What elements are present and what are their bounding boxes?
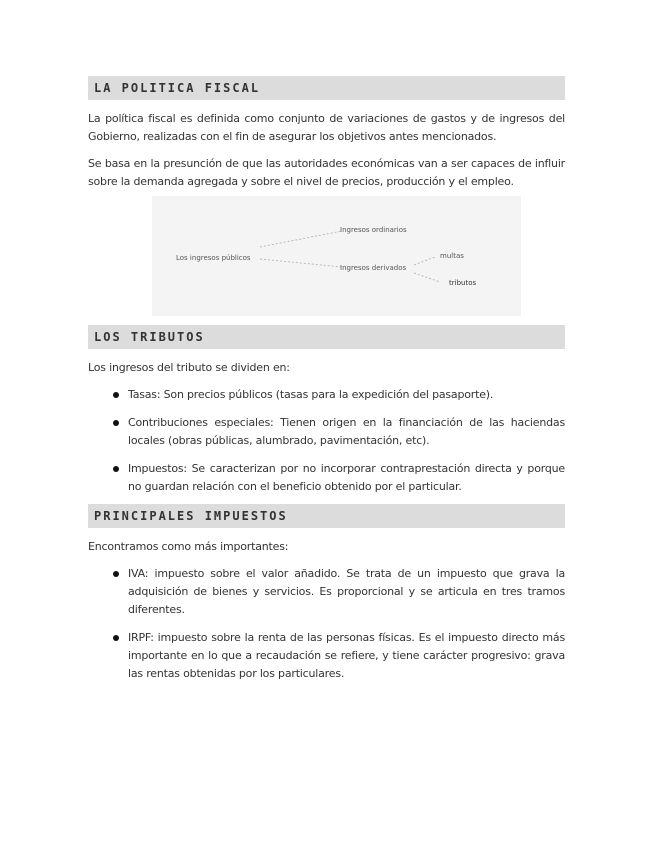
impuestos-list [88, 565, 565, 683]
bullet-icon [113, 571, 119, 577]
bullet-icon [113, 392, 119, 398]
list-item [88, 565, 565, 619]
list-item-text: IVA: impuesto sobre el valor añadido. Se trata de un impuesto que grava la adquisición de bienes y servicios. Es proporcional y se articula en tres tramos diferentes. [128, 567, 565, 616]
bullet-icon [113, 466, 119, 472]
list-item-text: IRPF: impuesto sobre la renta de las personas físicas. Es el impuesto directo más importante en lo que a recaudación se refiere, y tiene carácter progresivo: grava las rentas obtenidas por los particulares. [128, 631, 565, 680]
diagram-ordinarios-label: Ingresos ordinarios [340, 226, 407, 234]
list-item [88, 386, 565, 404]
list-item-text: Impuestos: Se caracterizan por no incorporar contraprestación directa y porque no guardan relación con el beneficio obtenido por el particular. [128, 462, 565, 493]
connector-ordinarios [260, 231, 342, 247]
diagram-derivados-label: Ingresos derivados [340, 264, 407, 272]
tributos-list [88, 386, 565, 496]
bullet-icon [113, 635, 119, 641]
impuestos-intro: Encontramos como más importantes: [88, 540, 289, 553]
connector-tributos [414, 273, 440, 282]
section-heading-tributos: LOS TRIBUTOS [88, 325, 565, 349]
list-item [88, 460, 565, 496]
bullet-icon [113, 420, 119, 426]
connector-multas [414, 257, 435, 265]
paragraph-presuncion: Se basa en la presunción de que las autoridades económicas van a ser capaces de influir sobre la demanda agregada y sobre el nivel de precios, producción y el empleo. [88, 157, 565, 188]
section-heading-politica-fiscal: LA POLITICA FISCAL [88, 76, 565, 100]
ingresos-diagram [152, 196, 521, 316]
connector-derivados [260, 259, 342, 267]
list-item [88, 414, 565, 450]
diagram-tributos-label: tributos [449, 279, 477, 287]
tributos-intro: Los ingresos del tributo se dividen en: [88, 361, 290, 374]
list-item [88, 629, 565, 683]
section-heading-principales-impuestos: PRINCIPALES IMPUESTOS [88, 504, 565, 528]
diagram-multas-label: multas [440, 252, 464, 260]
diagram-root-label: Los ingresos públicos [176, 254, 251, 262]
paragraph-definicion: La política fiscal es definida como conjunto de variaciones de gastos y de ingresos del Gobierno, realizadas con el fin de asegurar los objetivos antes mencionados. [88, 112, 565, 143]
list-item-text: Contribuciones especiales: Tienen origen en la financiación de las haciendas locales (obras públicas, alumbrado, pavimentación, etc). [128, 416, 565, 447]
list-item-text: Tasas: Son precios públicos (tasas para la expedición del pasaporte). [128, 388, 494, 401]
